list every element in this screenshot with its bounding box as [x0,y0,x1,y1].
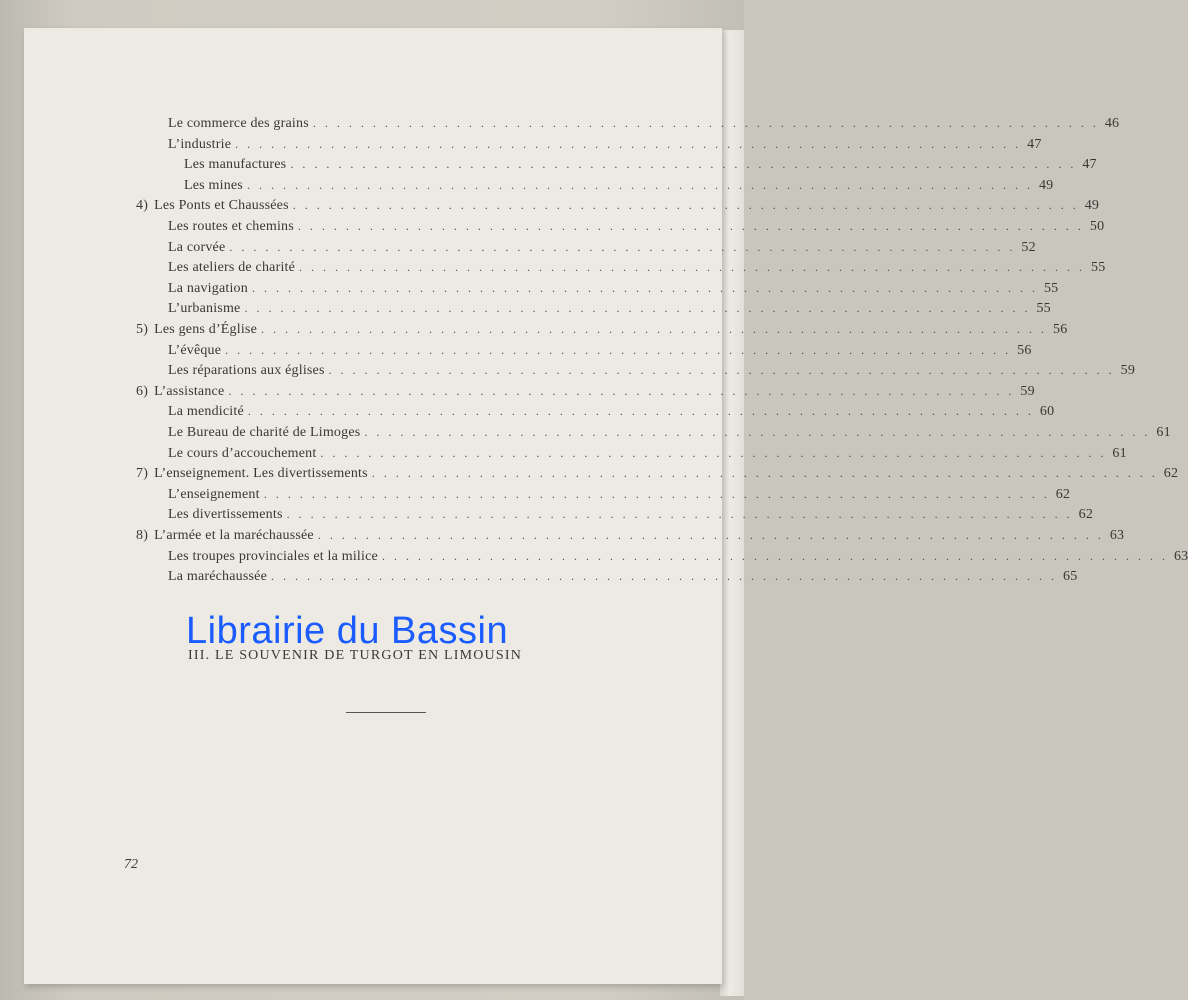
toc-entry-page-number: 49 [1038,177,1054,193]
toc-entry-text: Le cours d’accouchement [168,445,317,461]
toc-entry-page-number: 52 [1021,239,1036,255]
dot-leader: . . . . . . . . . . . . . . . . . . . . . . . . . . . . . . . . . . . . . . . . . . . . . . . . . . . . . . . . . . . . . . . . . . [228,383,1015,398]
section-title: III. LE SOUVENIR DE TURGOT EN LIMOUSIN [188,648,523,663]
toc-entry-text: La mendicité [168,404,244,420]
toc-entry-number: 5) [136,322,149,337]
toc-entry-page-number: 56 [1017,342,1032,358]
toc-entry-page-number: 62 [1078,507,1094,523]
toc-entry [136,322,1068,342]
dot-leader: . . . . . . . . . . . . . . . . . . . . . . . . . . . . . . . . . . . . . . . . . . . . . . . . . . . . . . . . . . . . . . . . . . [235,136,1022,151]
toc-entry-page-number: 62 [1163,466,1179,482]
dot-leader: . . . . . . . . . . . . . . . . . . . . . . . . . . . . . . . . . . . . . . . . . . . . . . . . . . . . . . . . . . . . . . . . . . [251,280,1038,295]
toc-entry-page-number: 63 [1109,528,1125,543]
toc-entry [136,383,1035,404]
toc-entry-label [136,466,368,482]
toc-entry-label [168,240,225,256]
toc-entry-number: 8) [136,528,149,543]
toc-entry-label [168,343,221,359]
toc-entry-text: L’enseignement. Les divertissements [154,466,368,482]
watermark: Librairie du Bassin [186,610,509,652]
toc-entry-text: Les troupes provinciales et la milice [168,548,378,564]
dot-leader: . . . . . . . . . . . . . . . . . . . . . . . . . . . . . . . . . . . . . . . . . . . . . . . . . . . . . . . . . . . . . . . . . . [317,528,1104,542]
toc-entry-label [168,404,244,420]
toc-entry [136,198,1100,218]
toc-entry-label [168,487,260,503]
toc-entry-page-number: 55 [1091,260,1106,276]
toc-entry-label [136,198,289,214]
dot-leader: . . . . . . . . . . . . . . . . . . . . . . . . . . . . . . . . . . . . . . . . . . . . . . . . . . . . . . . . . . . . . . . . . . [286,507,1073,522]
toc-entry-text: L’urbanisme [168,301,241,317]
toc-entry-text: Le Bureau de charité de Limoges [168,425,361,440]
dot-leader: . . . . . . . . . . . . . . . . . . . . . . . . . . . . . . . . . . . . . . . . . . . . . . . . . . . . . . . . . . . . . . . . . . [364,425,1151,439]
toc-entry-text: L’industrie [168,136,232,152]
toc-entry [168,239,1036,260]
toc-entry-page-number: 61 [1112,445,1127,461]
toc-entry-page-number: 47 [1027,136,1042,152]
toc-entry-text: L’armée et la maréchaussée [154,528,314,543]
toc-entry-label [184,157,286,173]
toc-entry-text: Les réparations aux églises [168,363,325,379]
toc-entry-text: Le commerce des grains [168,116,309,131]
toc-entry-text: Les ateliers de charité [168,260,296,276]
toc-entry-label [168,425,360,441]
toc-entry-label [168,507,283,523]
toc-entry [168,569,1078,589]
toc-entry-text: L’assistance [154,383,225,399]
dot-leader: . . . . . . . . . . . . . . . . . . . . . . . . . . . . . . . . . . . . . . . . . . . . . . . . . . . . . . . . . . . . . . . . . . [225,342,1012,357]
toc-entry-label [136,384,224,400]
dot-leader: . . . . . . . . . . . . . . . . . . . . . . . . . . . . . . . . . . . . . . . . . . . . . . . . . . . . . . . . . . . . . . . . . . [297,219,1084,233]
dot-leader: . . . . . . . . . . . . . . . . . . . . . . . . . . . . . . . . . . . . . . . . . . . . . . . . . . . . . . . . . . . . . . . . . . [263,486,1050,501]
toc-entry [136,528,1125,548]
toc-entry-page-number: 63 [1173,548,1188,564]
toc-entry [168,445,1127,466]
dot-leader: . . . . . . . . . . . . . . . . . . . . . . . . . . . . . . . . . . . . . . . . . . . . . . . . . . . . . . . . . . . . . . . . . . [320,445,1107,460]
toc-entry-text: Les mines [184,177,243,193]
toc-entry-label [168,260,295,276]
toc-entry-label [168,281,248,297]
toc-entry-page-number: 56 [1053,322,1068,337]
toc-entry-text: La maréchaussée [168,569,267,585]
dot-leader: . . . . . . . . . . . . . . . . . . . . . . . . . . . . . . . . . . . . . . . . . . . . . . . . . . . . . . . . . . . . . . . . . . [244,301,1031,316]
toc-entry-label [168,301,240,317]
dot-leader: . . . . . . . . . . . . . . . . . . . . . . . . . . . . . . . . . . . . . . . . . . . . . . . . . . . . . . . . . . . . . . . . . . [292,198,1079,213]
dot-leader: . . . . . . . . . . . . . . . . . . . . . . . . . . . . . . . . . . . . . . . . . . . . . . . . . . . . . . . . . . . . . . . . . . [261,322,1047,336]
toc-entry [168,404,1055,424]
toc-entry-label [168,549,378,565]
toc-entry-page-number: 60 [1039,404,1055,420]
toc-entry-page-number: 55 [1043,280,1059,296]
dot-leader: . . . . . . . . . . . . . . . . . . . . . . . . . . . . . . . . . . . . . . . . . . . . . . . . . . . . . . . . . . . . . . . . . . [246,177,1033,192]
toc-entry-label [168,446,316,462]
toc-entry-text: L’enseignement [168,486,260,502]
toc-entry-text: L’évêque [168,342,222,358]
toc-entry-label [168,363,325,379]
dot-leader: . . . . . . . . . . . . . . . . . . . . . . . . . . . . . . . . . . . . . . . . . . . . . . . . . . . . . . . . . . . . . . . . . . [381,548,1168,563]
toc-entry-text: Les manufactures [184,157,287,173]
dot-leader: . . . . . . . . . . . . . . . . . . . . . . . . . . . . . . . . . . . . . . . . . . . . . . . . . . . . . . . . . . . . . . . . . . [290,157,1077,172]
toc-entry-label [168,137,231,153]
toc-entry [168,301,1051,321]
dot-leader: . . . . . . . . . . . . . . . . . . . . . . . . . . . . . . . . . . . . . . . . . . . . . . . . . . . . . . . . . . . . . . . . . . [371,466,1158,481]
toc-entry-label [136,528,314,544]
toc-entry-text: La corvée [168,239,226,255]
page-number: 72 [124,857,138,872]
toc-entry [136,466,1179,486]
toc-entry-label [184,178,243,194]
dot-leader: . . . . . . . . . . . . . . . . . . . . . . . . . . . . . . . . . . . . . . . . . . . . . . . . . . . . . . . . . . . . . . . . . . [229,239,1016,254]
toc-entry [168,342,1032,363]
toc-entry-page-number: 46 [1104,116,1120,131]
toc-entry-page-number: 59 [1120,363,1136,379]
toc-entry-number: 7) [136,466,149,482]
toc-entry-label [168,569,267,585]
toc-entry [168,280,1059,301]
toc-entry-page-number: 55 [1036,301,1051,317]
dot-leader: . . . . . . . . . . . . . . . . . . . . . . . . . . . . . . . . . . . . . . . . . . . . . . . . . . . . . . . . . . . . . . . . . . [328,363,1115,378]
toc-entry-label [168,219,294,235]
toc-entry-number: 6) [136,383,149,399]
toc-entry-number: 4) [136,198,149,214]
toc-entry-text: Les routes et chemins [168,219,294,234]
book-page [24,28,1188,984]
toc-entry-label [136,322,257,338]
toc-entry [168,136,1042,157]
dot-leader: . . . . . . . . . . . . . . . . . . . . . . . . . . . . . . . . . . . . . . . . . . . . . . . . . . . . . . . . . . . . . . . . . . [247,404,1034,419]
toc-entry [184,177,1054,198]
toc-entry [168,219,1105,239]
toc-entry-page-number: 62 [1055,486,1071,502]
toc-entry [168,425,1171,445]
toc-entry [168,548,1188,569]
toc-entry-text: La navigation [168,280,248,296]
toc-entry-page-number: 61 [1156,425,1171,440]
dot-leader: . . . . . . . . . . . . . . . . . . . . . . . . . . . . . . . . . . . . . . . . . . . . . . . . . . . . . . . . . . . . . . . . . . [299,260,1086,275]
toc-entry-page-number: 50 [1089,219,1105,234]
table-of-contents [24,28,1188,628]
dot-leader: . . . . . . . . . . . . . . . . . . . . . . . . . . . . . . . . . . . . . . . . . . . . . . . . . . . . . . . . . . . . . . . . . . [312,116,1099,130]
toc-entry-page-number: 49 [1084,198,1100,214]
toc-entry [168,116,1120,136]
toc-entry [184,157,1097,177]
toc-entry-label [168,116,309,132]
divider-rule [346,712,426,713]
dot-leader: . . . . . . . . . . . . . . . . . . . . . . . . . . . . . . . . . . . . . . . . . . . . . . . . . . . . . . . . . . . . . . . . . . [271,569,1057,584]
toc-entry-text: Les gens d’Église [154,322,257,337]
toc-entry-page-number: 65 [1063,569,1078,585]
toc-entry [168,486,1071,507]
toc-entry [168,363,1136,383]
toc-entry-text: Les divertissements [168,507,283,523]
toc-entry-page-number: 59 [1020,383,1035,399]
toc-entry [168,260,1106,280]
toc-entry [168,507,1094,527]
toc-entry-text: Les Ponts et Chaussées [154,198,289,214]
toc-entry-page-number: 47 [1082,157,1097,173]
